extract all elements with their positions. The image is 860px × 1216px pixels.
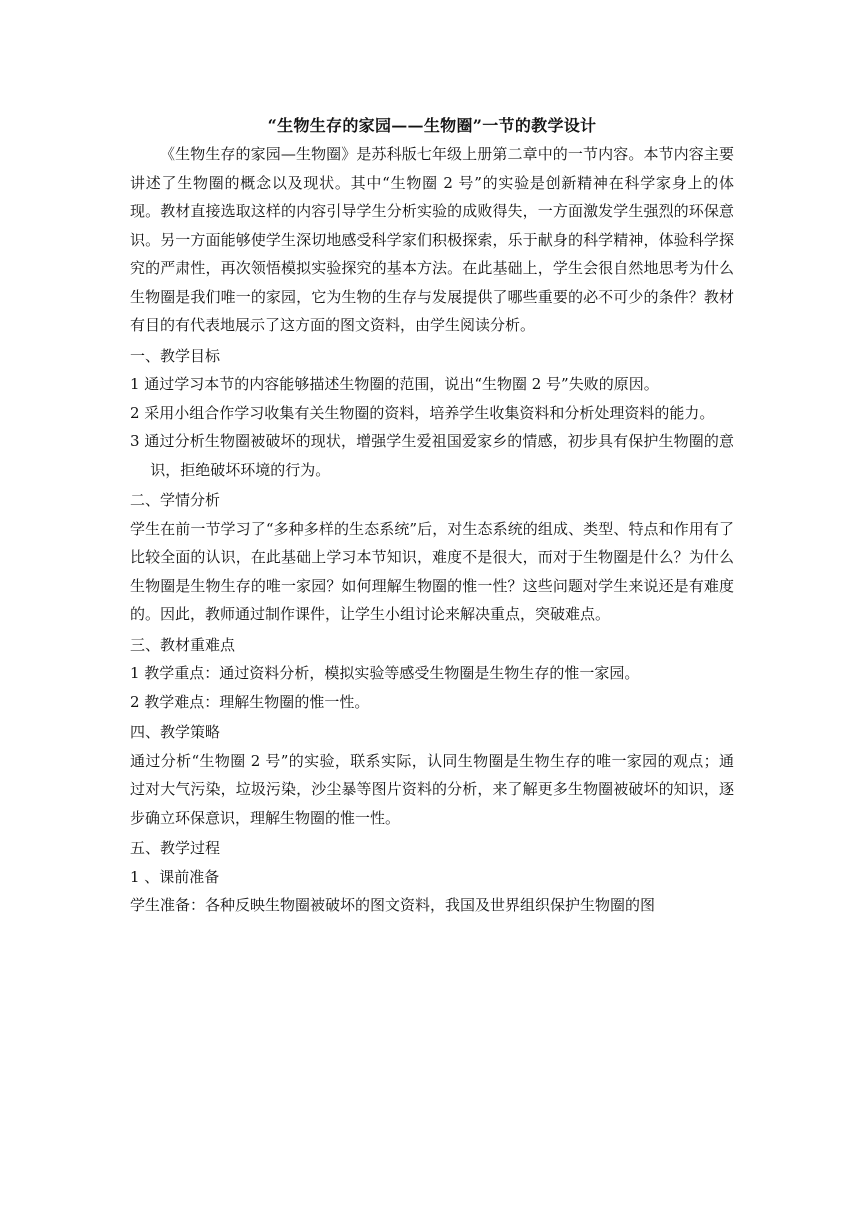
objective-item: 2 采用小组合作学习收集有关生物圈的资料，培养学生收集资料和分析处理资料的能力。 (130, 403, 715, 422)
objective-item: 1 通过学习本节的内容能够描述生物圈的范围，说出“生物圈 2 号”失败的原因。 (130, 375, 659, 393)
section-heading-strategy: 四、教学策略 (130, 723, 221, 741)
section-heading-analysis: 二、学情分析 (130, 491, 221, 509)
analysis-paragraph: 学生在前一节学习了“多种多样的生态系统”后，对生态系统的组成、类型、特点和作用有了比较全面的认识，在此基础上学习本节知识，难度不是很大，而对于生物圈是什么？为什么生物圈是生物生存的唯一家园？如何理解生物圈的惟一性？这些问题对学生来说还是有难度的。因此，教师通过制作课件，让学生小组讨论来解决重点，突破难点。 (130, 519, 734, 623)
intro-paragraph: 《生物生存的家园—生物圈》是苏科版七年级上册第二章中的一节内容。本节内容主要讲述了生物圈的概念以及现状。其中“生物圈 2 号”的实验是创新精神在科学家身上的体现。教材直接选取这样的内容引导学生分析实验的成败得失，一方面激发学生强烈的环保意识。另一方面能够使学生深切地感受科学家们积极探索，乐于献身的科学精神，体验科学探究的严肃性，再次领悟模拟实验探究的基本方法。在此基础上，学生会很自然地思考为什么生物圈是我们唯一的家园，它为生物的生存与发展提供了哪些重要的必不可少的条件？教材有目的有代表地展示了这方面的图文资料，由学生阅读分析。 (130, 145, 734, 334)
section-heading-objectives: 一、教学目标 (130, 346, 221, 365)
objective-item: 3 通过分析生物圈被破坏的现状，增强学生爱祖国爱家乡的情感，初步具有保护生物圈的意识，拒绝破坏环境的行为。 (130, 432, 734, 479)
section-heading-process: 五、教学过程 (130, 839, 221, 857)
key-point-item: 2 教学难点：理解生物圈的惟一性。 (130, 692, 370, 711)
document-body (130, 112, 734, 920)
document-title: “生物生存的家园——生物圈”一节的教学设计 (267, 116, 597, 135)
process-paragraph: 学生准备：各种反映生物圈被破坏的图文资料，我国及世界组织保护生物圈的图 (130, 896, 656, 914)
key-point-item: 1 教学重点：通过资料分析，模拟实验等感受生物圈是生物生存的惟一家园。 (130, 664, 640, 682)
section-heading-key-points: 三、教材重难点 (130, 635, 236, 654)
process-subheading: 1 、课前准备 (130, 867, 220, 886)
strategy-paragraph: 通过分析“生物圈 2 号”的实验，联系实际，认同生物圈是生物生存的唯一家园的观点；通过对大气污染，垃圾污染，沙尘暴等图片资料的分析，来了解更多生物圈被破坏的知识，逐步确立环保意识，理解生物圈的惟一性。 (130, 751, 734, 827)
